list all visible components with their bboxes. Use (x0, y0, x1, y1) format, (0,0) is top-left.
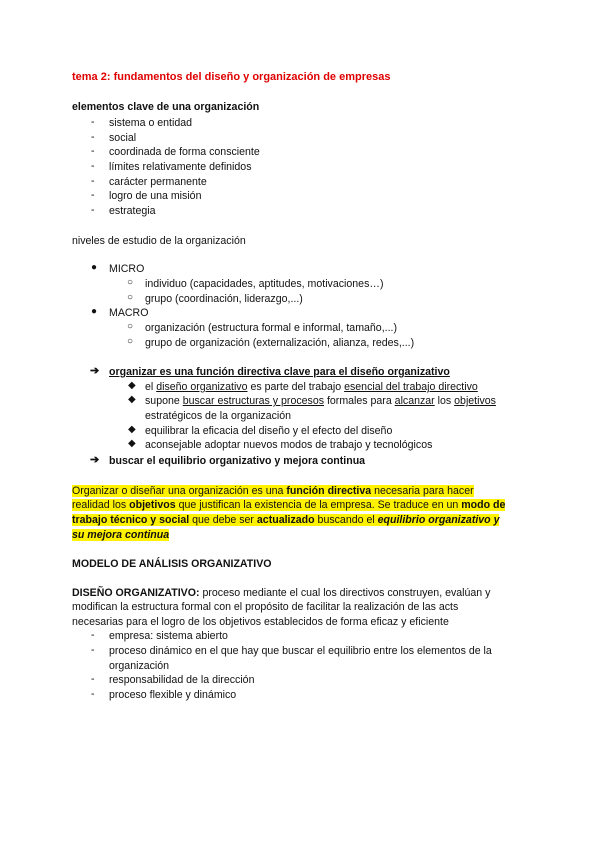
arrow-item-second: buscar el equilibrio organizativo y mejora continua (109, 455, 366, 467)
circle-bullet-icon: ○ (127, 292, 134, 303)
micro-label: MICRO (109, 263, 145, 275)
diseno-definition-line: necesarias para el logro de los objetivos establecidos de forma eficaz y eficiente (72, 616, 449, 628)
circle-bullet-icon: ○ (127, 277, 134, 288)
modelo-heading: MODELO DE ANÁLISIS ORGANIZATIVO (72, 558, 272, 570)
dash-bullet-icon: - (91, 116, 95, 128)
highlight-line: trabajo técnico y social que debe ser actualizado buscando el equilibrio organizativo y (72, 514, 500, 526)
list-item: social (109, 132, 137, 144)
elementos-heading: elementos clave de una organización (72, 101, 260, 113)
niveles-heading: niveles de estudio de la organización (72, 235, 246, 247)
dash-bullet-icon: - (91, 673, 95, 685)
bullet-dot-icon: ● (91, 262, 98, 273)
list-item: organización (estructura formal e informal, tamaño,...) (145, 322, 397, 334)
diamond-item: supone buscar estructuras y procesos formales para alcanzar los objetivos (145, 395, 496, 407)
list-item: proceso flexible y dinámico (109, 689, 237, 701)
dash-bullet-icon: - (91, 629, 95, 641)
diseno-definition: DISEÑO ORGANIZATIVO: proceso mediante el cual los directivos construyen, evalúan y (72, 587, 491, 599)
arrow-item-first: organizar es una función directiva clave para el diseño organizativo (109, 366, 450, 378)
diseno-definition-line: modifican la estructura formal con el propósito de facilitar la realización de las acts (72, 601, 459, 613)
list-item: límites relativamente definidos (109, 161, 252, 173)
diamond-bullet-icon: ◆ (128, 438, 136, 449)
arrow-right-icon: ➔ (90, 454, 100, 466)
highlight-line: realidad los objetivos que justifican la existencia de la empresa. Se traduce en un modo de (72, 499, 506, 511)
list-item: sistema o entidad (109, 117, 193, 129)
highlight-line: Organizar o diseñar una organización es una función directiva necesaria para hacer (72, 485, 474, 497)
list-item: grupo (coordinación, liderazgo,...) (145, 293, 303, 305)
list-item: grupo de organización (externalización, alianza, redes,...) (145, 337, 415, 349)
dash-bullet-icon: - (91, 145, 95, 157)
diamond-item: el diseño organizativo es parte del trabajo esencial del trabajo directivo (145, 381, 478, 393)
list-item: coordinada de forma consciente (109, 146, 260, 158)
list-item: logro de una misión (109, 190, 202, 202)
diamond-item: equilibrar la eficacia del diseño y el efecto del diseño (145, 425, 393, 437)
dash-bullet-icon: - (91, 688, 95, 700)
diamond-bullet-icon: ◆ (128, 380, 136, 391)
list-item: proceso dinámico en el que hay que buscar el equilibrio entre los elementos de la (109, 645, 492, 657)
list-item-continuation: organización (109, 660, 170, 672)
page-title: tema 2: fundamentos del diseño y organización de empresas (72, 71, 391, 83)
diamond-item: aconsejable adoptar nuevos modos de trabajo y tecnológicos (145, 439, 433, 451)
circle-bullet-icon: ○ (127, 336, 134, 347)
circle-bullet-icon: ○ (127, 321, 134, 332)
diamond-item-continuation: estratégicos de la organización (145, 410, 292, 422)
list-item: carácter permanente (109, 176, 207, 188)
dash-bullet-icon: - (91, 189, 95, 201)
macro-label: MACRO (109, 307, 149, 319)
dash-bullet-icon: - (91, 160, 95, 172)
diamond-bullet-icon: ◆ (128, 424, 136, 435)
bullet-dot-icon: ● (91, 306, 98, 317)
highlight-line: su mejora continua (72, 529, 170, 541)
list-item: responsabilidad de la dirección (109, 674, 255, 686)
dash-bullet-icon: - (91, 175, 95, 187)
dash-bullet-icon: - (91, 131, 95, 143)
dash-bullet-icon: - (91, 204, 95, 216)
list-item: estrategia (109, 205, 156, 217)
list-item: empresa: sistema abierto (109, 630, 228, 642)
arrow-right-icon: ➔ (90, 365, 100, 377)
dash-bullet-icon: - (91, 644, 95, 656)
list-item: individuo (capacidades, aptitudes, motivaciones…) (145, 278, 384, 290)
diamond-bullet-icon: ◆ (128, 394, 136, 405)
